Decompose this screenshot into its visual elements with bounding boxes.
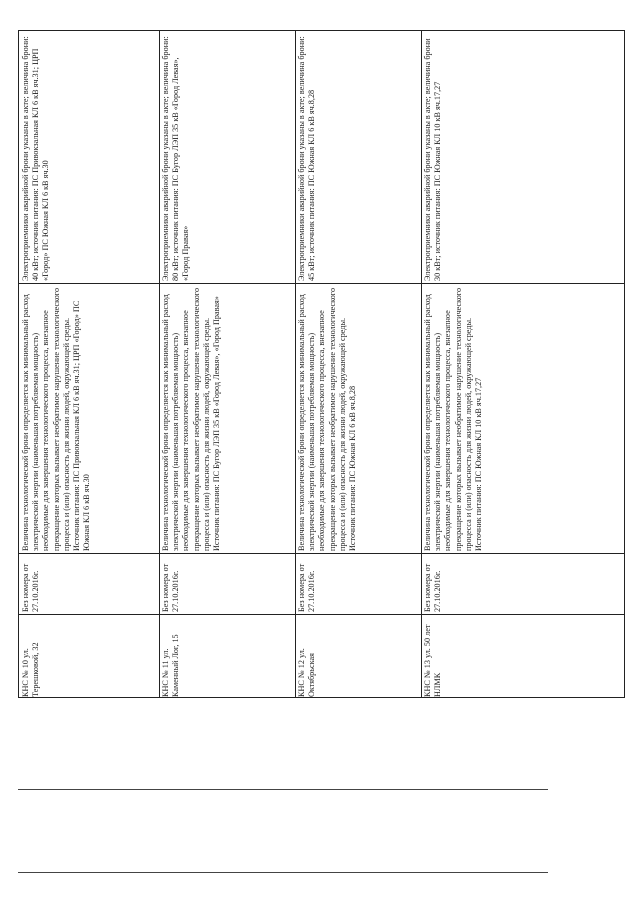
column-divider — [19, 283, 624, 284]
column-divider — [19, 614, 624, 615]
footer-rule — [18, 789, 548, 790]
emergency-reserve-cell: Электроприемники аварийной брони указаны в акте; величина брони 30 кВт; источник питания: ПС Южная КЛ 10 кВ яч.17,27 — [423, 38, 443, 281]
object-name-cell: КНС № 12 ул. Октябрьская — [297, 648, 317, 697]
object-name-cell: КНС № 13 ул. 50 лет НЛМК — [423, 624, 443, 697]
tech-reserve-cell: Величина технологической брони определяется как минимальный расход электрической энергии (наименьшая потребляемая мощность) необходимые для завершения технологического процесса, внезапное прекращение которых вызывает необратимое нарушение технологического процесса и (или) опасность для жизни людей, окружающей среды. Источник питания: ПС Бугор ЛЭП 35 кВ «Город Левая», «Город Правая» — [161, 287, 222, 551]
emergency-reserve-cell: Электроприемники аварийной брони указаны в акте; величина брони: 40 кВт; источник питания: ПС Привокзальная КЛ 6 кВ яч.31; ЦРП «Город» ПС Южная КЛ 6 кВ яч.30 — [21, 36, 51, 281]
act-number-cell: Без номера от 27.10.2016г. — [297, 563, 317, 612]
column-divider — [19, 553, 624, 554]
act-number-cell: Без номера от 27.10.2016г. — [21, 563, 41, 612]
emergency-reserve-cell: Электроприемники аварийной брони указаны в акте; величина брони: 45 кВт; источник питания: ПС Южная КЛ 6 кВ яч.8,28 — [297, 36, 317, 281]
object-name-cell: КНС № 11 ул. Каменный Лог, 15 — [161, 634, 181, 697]
document-table — [18, 30, 625, 698]
tech-reserve-cell: Величина технологической брони определяется как минимальный расход электрической энергии (наименьшая потребляемая мощность) необходимые для завершения технологического процесса, внезапное прекращение которых вызывает необратимое нарушение технологического процесса и (или) опасность для жизни людей, окружающей среды. Источник питания: ПС Южная КЛ 10 кВ яч.17,27 — [423, 287, 484, 551]
row-divider — [421, 31, 422, 697]
tech-reserve-cell: Величина технологической брони определяется как минимальный расход электрической энергии (наименьшая потребляемая мощность) необходимые для завершения технологического процесса, внезапное прекращение которых вызывает необратимое нарушение технологического процесса и (или) опасность для жизни людей, окружающей среды. Источник питания: ПС Южная КЛ 6 кВ яч.8,28 — [297, 287, 358, 551]
act-number-cell: Без номера от 27.10.2016г. — [161, 563, 181, 612]
act-number-cell: Без номера от 27.10.2016г. — [423, 563, 443, 612]
row-divider — [159, 31, 160, 697]
tech-reserve-cell: Величина технологической брони определяется как минимальный расход электрической энергии (наименьшая потребляемая мощность) необходимые для завершения технологического процесса, внезапное прекращение которых вызывает необратимое нарушение технологического процесса и (или) опасность для жизни людей, окружающей среды. Источник питания: ПС Привокзальная КЛ 6 кВ яч.31; ЦРП «Город» ПС Южная КЛ 6 кВ яч.30 — [21, 287, 92, 551]
object-name-cell: КНС № 10 ул. Терешковой, 32 — [21, 642, 41, 697]
row-divider — [295, 31, 296, 697]
footer-rule — [18, 872, 548, 873]
emergency-reserve-cell: Электроприемники аварийной брони указаны в акте; величина брони: 80 кВт; источник питания: ПС Бугор ЛЭП 35 кВ «Город Левая», «Город Правая» — [161, 36, 191, 281]
